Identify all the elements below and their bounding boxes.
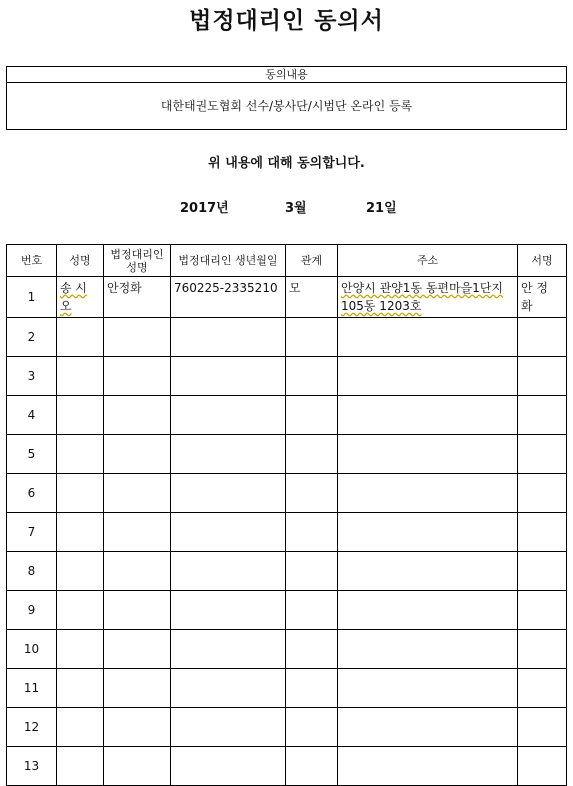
student-name-cell (57, 591, 104, 630)
guardian-birthdate-text (171, 513, 285, 517)
guardian-birthdate-text (171, 669, 285, 673)
relation-text (286, 630, 337, 634)
student-name-text (57, 747, 103, 751)
consent-box (6, 66, 567, 130)
student-name-cell (57, 630, 104, 669)
signature-cell (518, 552, 567, 591)
guardian-name-cell (104, 747, 171, 786)
column-header-guardian-birth: 법정대리인 생년월일 (171, 245, 286, 277)
relation-cell (286, 277, 338, 318)
guardian-birthdate-cell (171, 513, 286, 552)
address-text (338, 708, 517, 712)
address-text (338, 591, 517, 595)
table-row (7, 396, 567, 435)
address-text (338, 552, 517, 556)
guardian-birthdate-text (171, 435, 285, 439)
student-name-cell (57, 396, 104, 435)
relation-text (286, 474, 337, 478)
student-name-text (57, 708, 103, 712)
student-name-text (57, 552, 103, 556)
student-name-text (57, 630, 103, 634)
guardian-name-text (104, 513, 170, 517)
row-number-cell: 3 (7, 357, 57, 396)
guardian-name-cell (104, 552, 171, 591)
guardian-birthdate-cell (171, 357, 286, 396)
address-cell (338, 357, 518, 396)
roster-table (6, 244, 567, 786)
signature-text (518, 435, 566, 439)
row-number-cell: 5 (7, 435, 57, 474)
guardian-birthdate-cell (171, 435, 286, 474)
relation-text (286, 357, 337, 361)
relation-text (286, 708, 337, 712)
signature-text (518, 552, 566, 556)
table-row (7, 552, 567, 591)
signature-text: 안 정 화 (521, 281, 548, 313)
student-name-cell (57, 513, 104, 552)
relation-text (286, 669, 337, 673)
address-text (338, 435, 517, 439)
student-name-text (57, 318, 103, 322)
row-number-cell: 2 (7, 318, 57, 357)
guardian-name-cell (104, 630, 171, 669)
signature-cell (518, 474, 567, 513)
address-text (338, 747, 517, 751)
signature-text (518, 474, 566, 478)
relation-cell (286, 552, 338, 591)
document-title: 법정대리인 동의서 (189, 8, 384, 34)
guardian-name-cell (104, 318, 171, 357)
relation-cell (286, 669, 338, 708)
column-header-address: 주소 (338, 245, 518, 277)
guardian-birthdate-cell (171, 669, 286, 708)
address-text (338, 357, 517, 361)
address-cell (338, 708, 518, 747)
signature-text (518, 669, 566, 673)
guardian-birthdate-cell (171, 708, 286, 747)
signature-text (518, 747, 566, 751)
guardian-birthdate-text (171, 591, 285, 595)
address-cell (338, 277, 518, 318)
signature-cell (518, 630, 567, 669)
row-number-cell: 9 (7, 591, 57, 630)
row-number-cell: 6 (7, 474, 57, 513)
date-year: 2017년 (180, 201, 229, 216)
relation-text (286, 318, 337, 322)
date-day: 21일 (366, 201, 397, 216)
student-name-cell (57, 318, 104, 357)
guardian-birthdate-cell (171, 552, 286, 591)
relation-text (286, 747, 337, 751)
address-text (338, 318, 517, 322)
signature-cell (518, 357, 567, 396)
guardian-birthdate-text (171, 357, 285, 361)
table-body (7, 277, 567, 786)
signature-cell (518, 591, 567, 630)
relation-text: 모 (289, 281, 301, 295)
guardian-birthdate-text (171, 318, 285, 322)
student-name-cell (57, 277, 104, 318)
guardian-name-cell (104, 357, 171, 396)
address-cell (338, 396, 518, 435)
signature-cell (518, 669, 567, 708)
guardian-name-text (104, 708, 170, 712)
signature-cell (518, 396, 567, 435)
student-name-text (57, 357, 103, 361)
guardian-birthdate-cell (171, 630, 286, 669)
student-name-cell (57, 708, 104, 747)
relation-text (286, 435, 337, 439)
relation-text (286, 513, 337, 517)
relation-cell (286, 396, 338, 435)
address-cell (338, 630, 518, 669)
table-row (7, 277, 567, 318)
signature-text (518, 630, 566, 634)
guardian-name-cell (104, 396, 171, 435)
agreement-statement: 위 내용에 대해 동의합니다. (208, 156, 365, 171)
guardian-birthdate-cell (171, 474, 286, 513)
relation-cell (286, 435, 338, 474)
signature-cell (518, 277, 567, 318)
student-name-text (57, 591, 103, 595)
column-header-relation: 관계 (286, 245, 338, 277)
table-row (7, 435, 567, 474)
guardian-name-cell (104, 435, 171, 474)
relation-cell (286, 708, 338, 747)
guardian-name-text (104, 474, 170, 478)
guardian-name-text (104, 318, 170, 322)
guardian-name-text (104, 591, 170, 595)
signature-text (518, 513, 566, 517)
signature-cell (518, 435, 567, 474)
guardian-name-text (104, 669, 170, 673)
guardian-birthdate-cell (171, 396, 286, 435)
table-row (7, 630, 567, 669)
relation-cell (286, 591, 338, 630)
relation-cell (286, 357, 338, 396)
guardian-name-cell (104, 708, 171, 747)
table-row (7, 708, 567, 747)
table-row (7, 591, 567, 630)
column-header-name: 성명 (57, 245, 104, 277)
column-header-signature: 서명 (518, 245, 567, 277)
address-cell (338, 591, 518, 630)
relation-text (286, 552, 337, 556)
guardian-birthdate-text (171, 747, 285, 751)
relation-text (286, 396, 337, 400)
guardian-birthdate-cell (171, 747, 286, 786)
guardian-birthdate-cell (171, 318, 286, 357)
student-name-text (57, 669, 103, 673)
student-name-text (57, 474, 103, 478)
row-number-cell: 11 (7, 669, 57, 708)
relation-text (286, 591, 337, 595)
guardian-birthdate-text (171, 474, 285, 478)
student-name-text (57, 396, 103, 400)
student-name-cell (57, 669, 104, 708)
signature-text (518, 708, 566, 712)
guardian-birthdate-text (171, 708, 285, 712)
guardian-name-text (104, 396, 170, 400)
address-text (338, 669, 517, 673)
signature-text (518, 357, 566, 361)
guardian-name-text (104, 552, 170, 556)
guardian-name-cell (104, 669, 171, 708)
address-text: 안양시 관양1동 동편마을1단지 105동 1203호 (341, 281, 504, 313)
address-text (338, 513, 517, 517)
row-number-cell: 13 (7, 747, 57, 786)
signature-text (518, 396, 566, 400)
column-header-number: 번호 (7, 245, 57, 277)
relation-cell (286, 747, 338, 786)
signature-text (518, 591, 566, 595)
table-row (7, 318, 567, 357)
guardian-birthdate-text: 760225-2335210 (174, 281, 278, 295)
guardian-name-cell (104, 591, 171, 630)
guardian-name-text (104, 630, 170, 634)
signature-cell (518, 513, 567, 552)
guardian-birthdate-text (171, 630, 285, 634)
table-row (7, 747, 567, 786)
student-name-text (57, 513, 103, 517)
guardian-birthdate-cell (171, 277, 286, 318)
row-number-cell: 4 (7, 396, 57, 435)
signature-cell (518, 708, 567, 747)
guardian-name-cell (104, 474, 171, 513)
address-cell (338, 513, 518, 552)
signature-cell (518, 747, 567, 786)
guardian-name-cell (104, 277, 171, 318)
signature-text (518, 318, 566, 322)
guardian-name-text: 안정화 (107, 281, 142, 295)
date-month: 3월 (285, 201, 307, 216)
guardian-name-text (104, 435, 170, 439)
row-number-cell: 7 (7, 513, 57, 552)
table-row (7, 474, 567, 513)
signature-cell (518, 318, 567, 357)
student-name-text: 송 시 오 (60, 281, 87, 313)
guardian-birthdate-text (171, 396, 285, 400)
address-cell (338, 474, 518, 513)
row-number-cell: 10 (7, 630, 57, 669)
student-name-cell (57, 552, 104, 591)
address-text (338, 396, 517, 400)
table-header-row (7, 245, 567, 277)
row-number-cell: 1 (7, 277, 57, 318)
address-text (338, 474, 517, 478)
table-row (7, 357, 567, 396)
student-name-cell (57, 435, 104, 474)
relation-cell (286, 630, 338, 669)
relation-cell (286, 318, 338, 357)
consent-text: 대한태권도협회 선수/봉사단/시범단 온라인 등록 (160, 99, 413, 113)
guardian-name-cell (104, 513, 171, 552)
address-cell (338, 435, 518, 474)
address-text (338, 630, 517, 634)
guardian-birthdate-cell (171, 591, 286, 630)
table-row (7, 513, 567, 552)
row-number-cell: 12 (7, 708, 57, 747)
relation-cell (286, 474, 338, 513)
relation-cell (286, 513, 338, 552)
guardian-name-text (104, 747, 170, 751)
address-cell (338, 318, 518, 357)
consent-header: 동의내용 (7, 67, 566, 83)
address-cell (338, 669, 518, 708)
student-name-cell (57, 474, 104, 513)
row-number-cell: 8 (7, 552, 57, 591)
student-name-cell (57, 357, 104, 396)
address-cell (338, 552, 518, 591)
guardian-name-text (104, 357, 170, 361)
column-header-guardian-name: 법정대리인 성명 (104, 245, 171, 277)
student-name-text (57, 435, 103, 439)
table-row (7, 669, 567, 708)
student-name-cell (57, 747, 104, 786)
address-cell (338, 747, 518, 786)
guardian-birthdate-text (171, 552, 285, 556)
